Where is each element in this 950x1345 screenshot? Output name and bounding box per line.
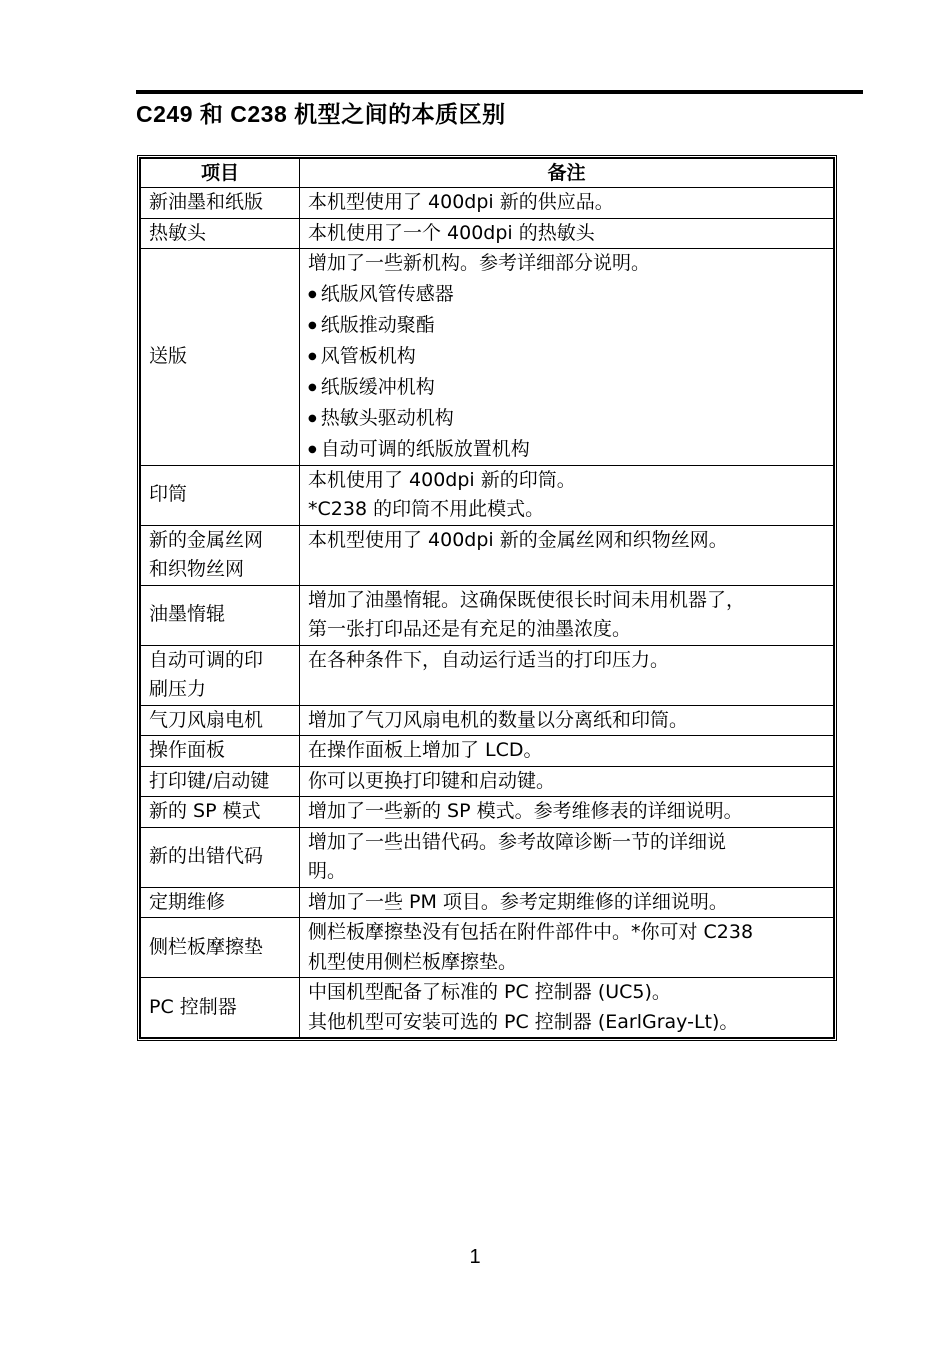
row-item-cell [141,797,300,828]
row-note-cell [300,188,834,219]
bullet-item: ● 纸版推动聚酯 [308,310,825,341]
table-row [141,766,834,797]
row-note-cell [300,218,834,249]
row-item-cell [141,585,300,645]
table-row [141,705,834,736]
item-text: 新的出错代码 [149,845,264,868]
page-number: 1 [469,1246,481,1268]
item-text: 油墨惰辊 [149,603,226,626]
row-item-cell [141,827,300,887]
bullet-item: ● 纸版缓冲机构 [308,372,825,403]
note-text: 增加了一些新机构。参考详细部分说明。 [308,252,651,274]
row-note-cell [300,736,834,767]
row-note-cell [300,585,834,645]
page-title: C249 和 C238 机型之间的本质区别 [136,101,506,127]
item-text: 定期维修 [149,890,226,913]
note-text: 机型使用侧栏板摩擦垫。 [308,950,518,973]
note-text: 增加了一些出错代码。参考故障诊断一节的详细说 [308,830,727,853]
row-item-cell [141,525,300,585]
note-text: 本机使用了 400dpi 新的印筒。 [308,468,576,491]
row-note-cell [300,705,834,736]
table-row [141,887,834,918]
bullet-item: ● 风管板机构 [308,341,825,372]
row-item-cell [141,645,300,705]
bullet-item: ● 纸版风管传感器 [308,279,825,310]
header-note: 备注 [300,159,834,188]
item-text: 新油墨和纸版 [149,191,264,213]
item-text: 新的金属丝网 [149,528,264,551]
row-note-cell [300,918,834,978]
item-text: 操作面板 [149,739,226,761]
top-rule [136,90,863,94]
note-text: 侧栏板摩擦垫没有包括在附件部件中。*你可对 C238 [308,921,754,943]
row-item-cell [141,978,300,1038]
row-item-cell [141,188,300,219]
note-text: 你可以更换打印键和启动键。 [308,769,556,792]
row-note-cell [300,766,834,797]
row-note-cell [300,827,834,887]
row-note-cell [300,465,834,525]
row-note-cell [300,249,834,466]
table-row [141,918,834,978]
note-text [308,675,825,705]
item-text: 和织物丝网 [149,558,245,580]
item-text: 侧栏板摩擦垫 [149,935,264,958]
item-text: PC 控制器 [149,995,237,1018]
note-text: 明。 [308,860,347,882]
comparison-table [140,158,834,1038]
note-text: 中国机型配备了标准的 PC 控制器 (UC5)。 [308,981,671,1003]
table-row [141,585,834,645]
table-row [141,827,834,887]
note-text: 增加了一些 PM 项目。参考定期维修的详细说明。 [308,890,728,913]
table-row [141,249,834,466]
row-item-cell [141,218,300,249]
bullet-item: ● 热敏头驱动机构 [308,403,825,434]
note-text: 第一张打印品还是有充足的油墨浓度。 [308,618,632,640]
row-note-cell [300,645,834,705]
table-row [141,525,834,585]
header-item: 项目 [141,159,300,188]
table-row [141,465,834,525]
row-note-cell [300,978,834,1038]
item-text: 热敏头 [149,221,207,244]
item-text: 打印键/启动键 [149,769,270,792]
note-text [308,555,825,585]
row-item-cell [141,736,300,767]
note-text: *C238 的印筒不用此模式。 [308,498,545,520]
note-text: 增加了气刀风扇电机的数量以分离纸和印筒。 [308,708,689,731]
note-text: 本机使用了一个 400dpi 的热敏头 [308,221,595,244]
note-text: 本机型使用了 400dpi 新的供应品。 [308,191,614,213]
table-header-row [141,159,834,188]
row-item-cell [141,887,300,918]
comparison-table-wrapper [137,155,837,1041]
item-text: 送版 [149,345,188,367]
row-item-cell [141,705,300,736]
table-row [141,736,834,767]
table-row [141,188,834,219]
row-note-cell [300,797,834,828]
item-text: 刷压力 [149,678,207,700]
table-row [141,978,834,1038]
note-text: 本机型使用了 400dpi 新的金属丝网和织物丝网。 [308,528,728,551]
note-text: 其他机型可安装可选的 PC 控制器 (EarlGray-Lt)。 [308,1010,739,1033]
row-item-cell [141,465,300,525]
bullet-item: ● 自动可调的纸版放置机构 [308,434,825,465]
row-note-cell [300,887,834,918]
table-row [141,218,834,249]
item-text: 新的 SP 模式 [149,800,261,822]
bullet-list [308,279,825,465]
note-text: 增加了油墨惰辊。这确保既使很长时间未用机器了， [308,588,746,611]
row-item-cell [141,249,300,466]
row-item-cell [141,766,300,797]
item-text: 印筒 [149,483,188,506]
row-note-cell [300,525,834,585]
item-text: 气刀风扇电机 [149,708,264,731]
item-text: 自动可调的印 [149,648,264,671]
note-text: 在各种条件下，自动运行适当的打印压力。 [308,648,670,671]
table-row [141,645,834,705]
row-item-cell [141,918,300,978]
note-text: 在操作面板上增加了 LCD。 [308,739,543,761]
table-row [141,797,834,828]
note-text: 增加了一些新的 SP 模式。参考维修表的详细说明。 [308,800,743,822]
